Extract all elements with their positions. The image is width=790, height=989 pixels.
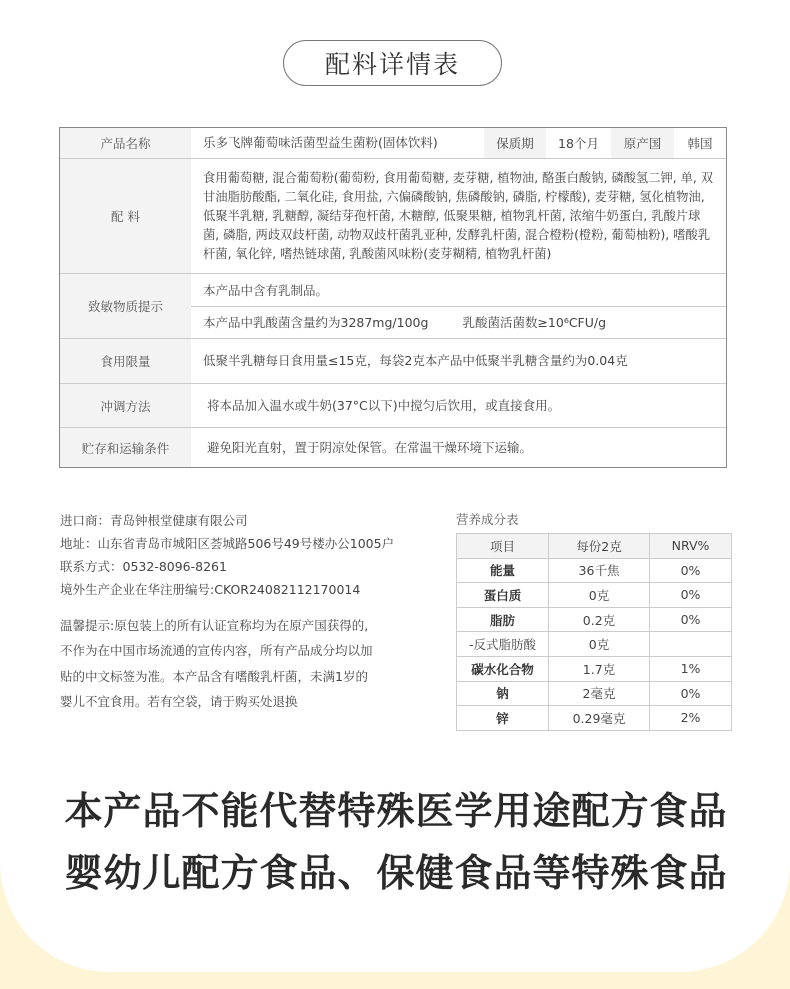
shelf-life: 18个月 — [558, 136, 599, 151]
nutrient-amount: 0克 — [549, 583, 650, 608]
table-row — [457, 656, 732, 681]
row-ingredients — [60, 158, 726, 273]
nutrient-amount: 0.29毫克 — [549, 706, 650, 731]
method-text: 将本品加入温水或牛奶(37°C以下)中搅匀后饮用，或直接食用。 — [207, 397, 561, 413]
nutrient-name: 锌 — [457, 706, 549, 731]
label-storage: 贮存和运输条件 — [60, 428, 191, 467]
row-allergen — [60, 273, 726, 338]
nutrient-name: 碳水化合物 — [457, 656, 549, 681]
label-shelf-life: 保质期 — [484, 128, 546, 158]
nutrition-title: 营养成分表 — [456, 512, 519, 527]
nutrient-nrv: 0% — [650, 607, 732, 632]
importer: 进口商：青岛钟根堂健康有限公司 — [60, 513, 248, 528]
nutrient-amount: 2毫克 — [549, 681, 650, 706]
row-storage — [60, 427, 726, 467]
header-per-serving: 每份2克 — [549, 534, 650, 559]
warning-line-1: 本产品不能代替特殊医学用途配方食品 — [64, 789, 728, 833]
header-item: 项目 — [457, 534, 549, 559]
nutrient-nrv: 0% — [650, 583, 732, 608]
nutrient-name: 能量 — [457, 558, 549, 583]
nutrient-name: 蛋白质 — [457, 583, 549, 608]
label-product-name: 产品名称 — [60, 128, 191, 158]
registration-number: 境外生产企业在华注册编号:CKOR24082112170014 — [60, 582, 361, 597]
nutrient-nrv: 0% — [650, 681, 732, 706]
table-row — [457, 583, 732, 608]
nutrition-header — [457, 534, 732, 559]
row-limit — [60, 338, 726, 383]
limit-text: 低聚半乳糖每日食用量≤15克，每袋2克本产品中低聚半乳糖含量约为0.04克 — [203, 353, 628, 368]
nutrient-name: 脂肪 — [457, 607, 549, 632]
nutrient-amount: 1.7克 — [549, 656, 650, 681]
label-ingredients: 配 料 — [60, 159, 191, 273]
product-name: 乐多飞牌葡萄味活菌型益生菌粉(固体饮料) — [203, 135, 438, 150]
notice-line: 不作为在中国市场流通的宣传内容，所有产品成分均以加 — [60, 643, 373, 658]
origin: 韩国 — [687, 136, 713, 151]
nutrient-amount: 36千焦 — [549, 558, 650, 583]
label-allergen: 致敏物质提示 — [60, 274, 191, 338]
nutrient-amount: 0.2克 — [549, 607, 650, 632]
storage-text: 避免阳光直射，置于阴凉处保管。在常温干燥环境下运输。 — [207, 439, 533, 455]
table-row — [457, 607, 732, 632]
nutrient-nrv — [650, 632, 732, 657]
warning-line-2: 婴幼儿配方食品、保健食品等特殊食品 — [64, 851, 728, 895]
label-limit: 食用限量 — [60, 339, 191, 383]
nutrient-nrv: 0% — [650, 558, 732, 583]
notice-line: 温馨提示:原包装上的所有认证宣称均为在原产国获得的, — [60, 618, 369, 633]
ingredients-table — [59, 127, 727, 468]
header-nrv: NRV% — [650, 534, 732, 559]
nutrient-nrv: 1% — [650, 656, 732, 681]
page-title: 配料详情表 — [283, 40, 502, 86]
nutrient-nrv: 2% — [650, 706, 732, 731]
label-origin: 原产国 — [611, 128, 674, 158]
nutrient-name: -反式脂肪酸 — [457, 632, 549, 657]
nutrient-name: 钠 — [457, 681, 549, 706]
nutrition-table — [456, 533, 732, 731]
row-product — [60, 128, 726, 158]
label-method: 冲调方法 — [60, 384, 191, 427]
address: 地址：山东省青岛市城阳区荟城路506号49号楼办公1005户 — [60, 536, 395, 551]
live-bacteria-count: 乳酸菌活菌数≥10⁶CFU/g — [462, 315, 607, 331]
row-method — [60, 383, 726, 427]
allergen-line1: 本产品中含有乳制品。 — [203, 282, 329, 298]
nutrient-amount: 0克 — [549, 632, 650, 657]
table-row — [457, 558, 732, 583]
contact: 联系方式：0532-8096-8261 — [60, 559, 227, 574]
table-row — [457, 681, 732, 706]
notice-line: 婴儿不宜食用。若有空袋，请于购买处退换 — [60, 694, 298, 709]
table-row — [457, 632, 732, 657]
table-row — [457, 706, 732, 731]
notice-line: 贴的中文标签为准。本产品含有嗜酸乳杆菌，未满1岁的 — [60, 669, 368, 684]
ingredients-text: 食用葡萄糖, 混合葡萄粉(葡萄粉, 食用葡萄糖, 麦芽糖, 植物油, 酪蛋白酸钠, 磷酸氢二钾, 单, 双甘油脂肪酸酯, 二氧化硅, 食用盐, 六偏磷酸钠, 焦磷酸钠, 磷脂, 柠檬酸), 麦芽糖, 氢化植物油, 低聚半乳糖, 乳糖醇, 凝结芽孢杆菌, 木糖醇, 低聚果糖, 植物乳杆菌, 浓缩牛奶蛋白, 乳酸片球菌, 磷脂, 两歧双歧杆菌, 动物双歧杆菌乳亚种, 发酵乳杆菌, 混合橙粉(橙粉, 葡萄柚粉), 嗜酸乳杆菌, 氧化锌, 嗜热链球菌, 乳酸菌风味粉(麦芽糊精, 植物乳杆菌) — [203, 170, 714, 261]
allergen-content: 本产品中乳酸菌含量约为3287mg/100g — [203, 315, 429, 331]
